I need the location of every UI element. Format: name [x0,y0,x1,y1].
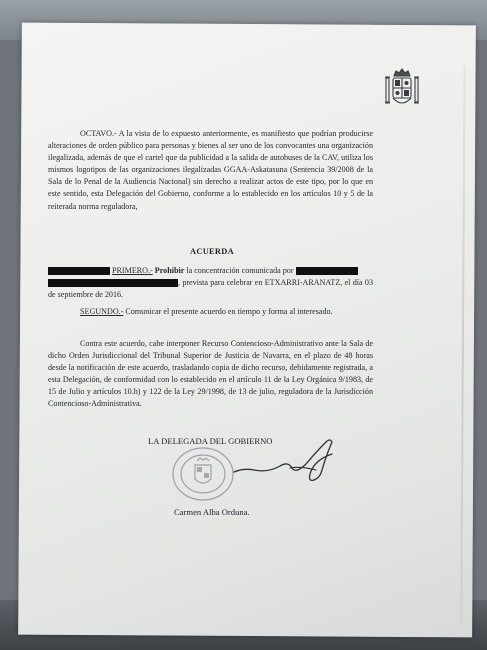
coat-of-arms-icon [384,66,420,110]
official-stamp [168,443,238,505]
segundo-label: SEGUNDO.- [80,307,124,316]
primero-text-b: , prevista para celebrar en ETXARRI-ARANATZ, el día 03 de septiembre de 2016. [48,278,373,300]
acuerda-heading: ACUERDA [190,247,234,256]
paragraph-recurso: Contra este acuerdo, cabe interponer Recurso Contencioso-Administrativo ante la Sala de dicho Orden Jurisdiccional del Tribunal Superior de Justicia de Navarra, en el plazo de 48 horas desde la notificación de este acuerdo, trasladando copia de dicho recurso, debidamente registrada, a esta Delegación, de conformidad con lo establecido en el artículo 11 de la Ley Orgánica 9/1983, de 15 de Julio y artículos 10.h) y 122 de la Ley 29/1998, de 13 de julio, reguladora de la Jurisdicción Contencioso-Administrativa. [48,339,373,409]
redaction-block [48,267,110,275]
octavo-label: OCTAVO.- [80,129,117,138]
handwritten-signature [230,432,340,492]
paragraph-segundo [80,307,380,316]
segundo-text: Comunicar el presente acuerdo en tiempo y forma al interesado. [125,307,333,316]
primero-verb: Prohibir [154,266,185,275]
document-page [18,23,476,638]
redaction-block [48,279,178,287]
signer-name: Carmen Alba Orduna. [174,507,250,517]
primero-text-a: la concentración comunicada por [186,266,294,275]
paragraph-primero [48,265,373,301]
redaction-block [296,267,358,275]
paragraph-octavo [48,128,373,213]
octavo-text: A la vista de lo expuesto anteriormente, es manifiesto que podrían producirse alteraciones de orden público para personas y bienes al ser uno de los convocantes una organización ilegalizada, además de que el cartel que da publicidad a la salida de autobuses de la CAV, utiliza los mismos logotipos de las organizaciones ilegalizadas GGAA-Askatasuna (Sentencia 39/2008 de la Sala de lo Penal de la Audiencia Nacional) sin derecho a realizar actos de este tipo, por lo que en este sentido, esta Delegación del Gobierno, conforme a lo establecido en los artículos 10 y 5 de la reiterada norma reguladora, [48,129,374,211]
paper-fold [460,65,465,625]
primero-label: PRIMERO.- [112,266,153,275]
signature-title: LA DELEGADA DEL GOBIERNO [148,436,273,446]
